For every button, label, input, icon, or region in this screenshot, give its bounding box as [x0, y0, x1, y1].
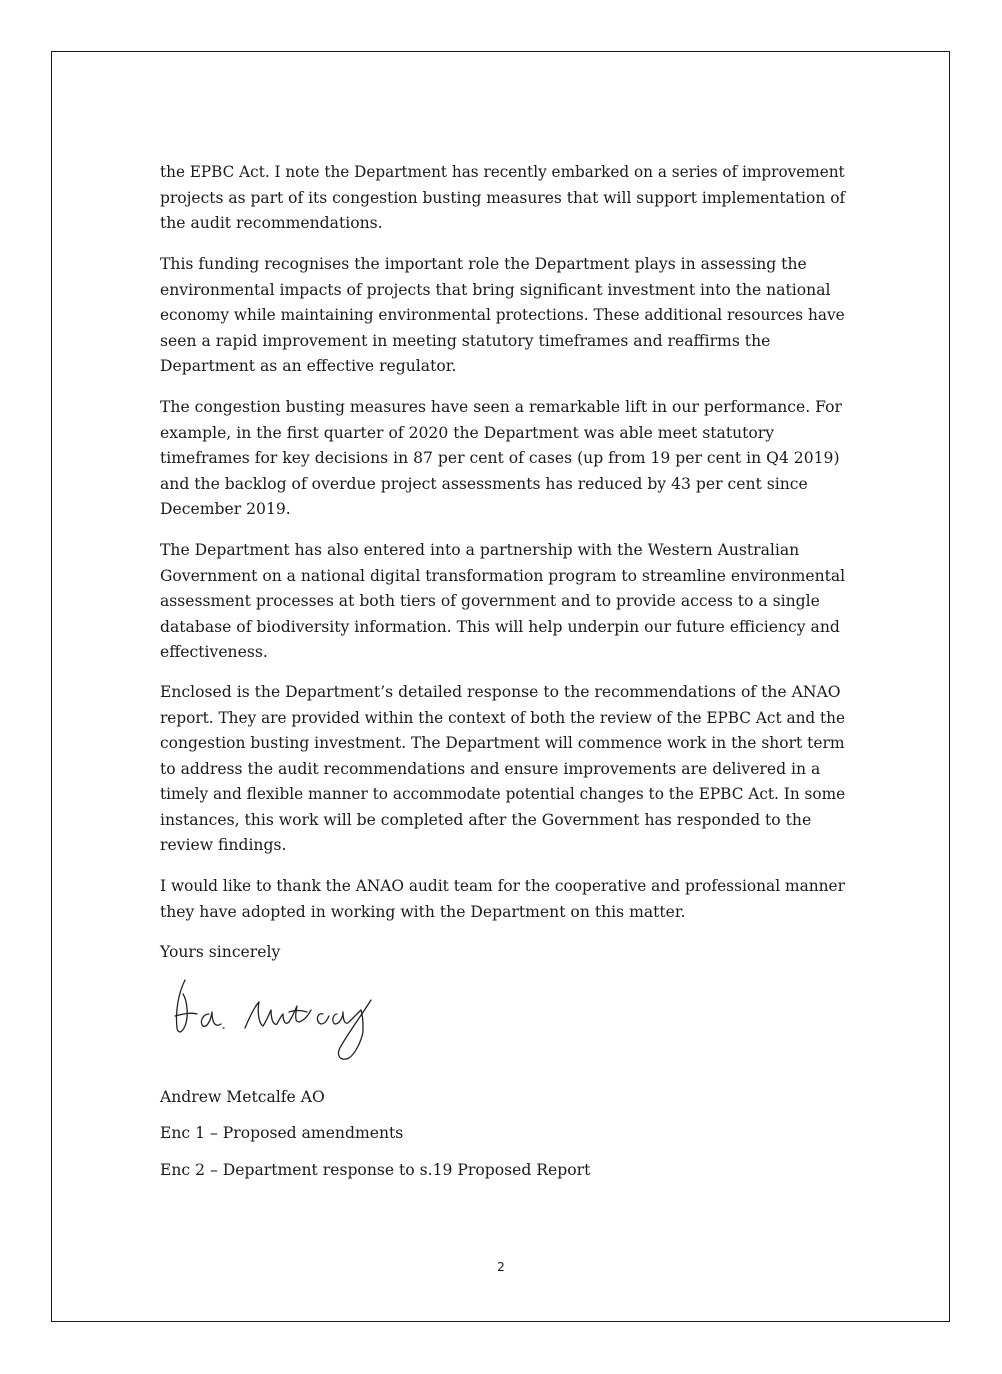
body-text-line: timely and flexible manner to accommodate potential changes to the EPBC Act. In some	[160, 785, 846, 803]
body-text-line: I would like to thank the ANAO audit team for the cooperative and professional manner	[160, 877, 845, 895]
body-text-line: congestion busting investment. The Department will commence work in the short term	[160, 734, 845, 752]
body-text-line: Government on a national digital transformation program to streamline environmental	[160, 567, 846, 585]
body-text-line: timeframes for key decisions in 87 per cent of cases (up from 19 per cent in Q4 2019)	[160, 449, 840, 467]
body-text-line: assessment processes at both tiers of government and to provide access to a single	[160, 592, 820, 610]
body-text-line: economy while maintaining environmental protections. These additional resources have	[160, 306, 845, 324]
body-text-line: they have adopted in working with the Department on this matter.	[160, 903, 686, 921]
body-text-line: The Department has also entered into a partnership with the Western Australian	[160, 541, 800, 559]
body-text-line: database of biodiversity information. This will help underpin our future efficiency and	[160, 618, 840, 636]
body-text-line: projects as part of its congestion busting measures that will support implementation of	[160, 189, 846, 207]
enclosure-item: Enc 2 – Department response to s.19 Proposed Report	[160, 1161, 591, 1179]
body-text-line: instances, this work will be completed after the Government has responded to the	[160, 811, 812, 829]
body-text-line: December 2019.	[160, 500, 291, 518]
body-text-line: effectiveness.	[160, 643, 268, 661]
body-text-line: the audit recommendations.	[160, 214, 383, 232]
body-text-line: report. They are provided within the context of both the review of the EPBC Act and the	[160, 709, 846, 727]
body-text-line: seen a rapid improvement in meeting statutory timeframes and reaffirms the	[160, 332, 771, 350]
body-text-line: environmental impacts of projects that bring significant investment into the national	[160, 281, 831, 299]
body-text-line: to address the audit recommendations and ensure improvements are delivered in a	[160, 760, 821, 778]
body-text-line: This funding recognises the important role the Department plays in assessing the	[160, 255, 807, 273]
body-text-line: the EPBC Act. I note the Department has recently embarked on a series of improvement	[160, 163, 845, 181]
body-text-line: and the backlog of overdue project assessments has reduced by 43 per cent since	[160, 475, 808, 493]
signatory-name: Andrew Metcalfe AO	[160, 1088, 325, 1106]
enclosure-item: Enc 1 – Proposed amendments	[160, 1124, 404, 1142]
body-text-line: review findings.	[160, 836, 287, 854]
handwritten-signature	[165, 970, 385, 1065]
body-text-line: Department as an effective regulator.	[160, 357, 457, 375]
body-text-line: Enclosed is the Department’s detailed response to the recommendations of the ANAO	[160, 683, 841, 701]
closing-salutation: Yours sincerely	[160, 943, 281, 961]
page-number: 2	[497, 1260, 505, 1274]
body-text-line: example, in the first quarter of 2020 the Department was able meet statutory	[160, 424, 775, 442]
body-text-line: The congestion busting measures have seen a remarkable lift in our performance. For	[160, 398, 842, 416]
